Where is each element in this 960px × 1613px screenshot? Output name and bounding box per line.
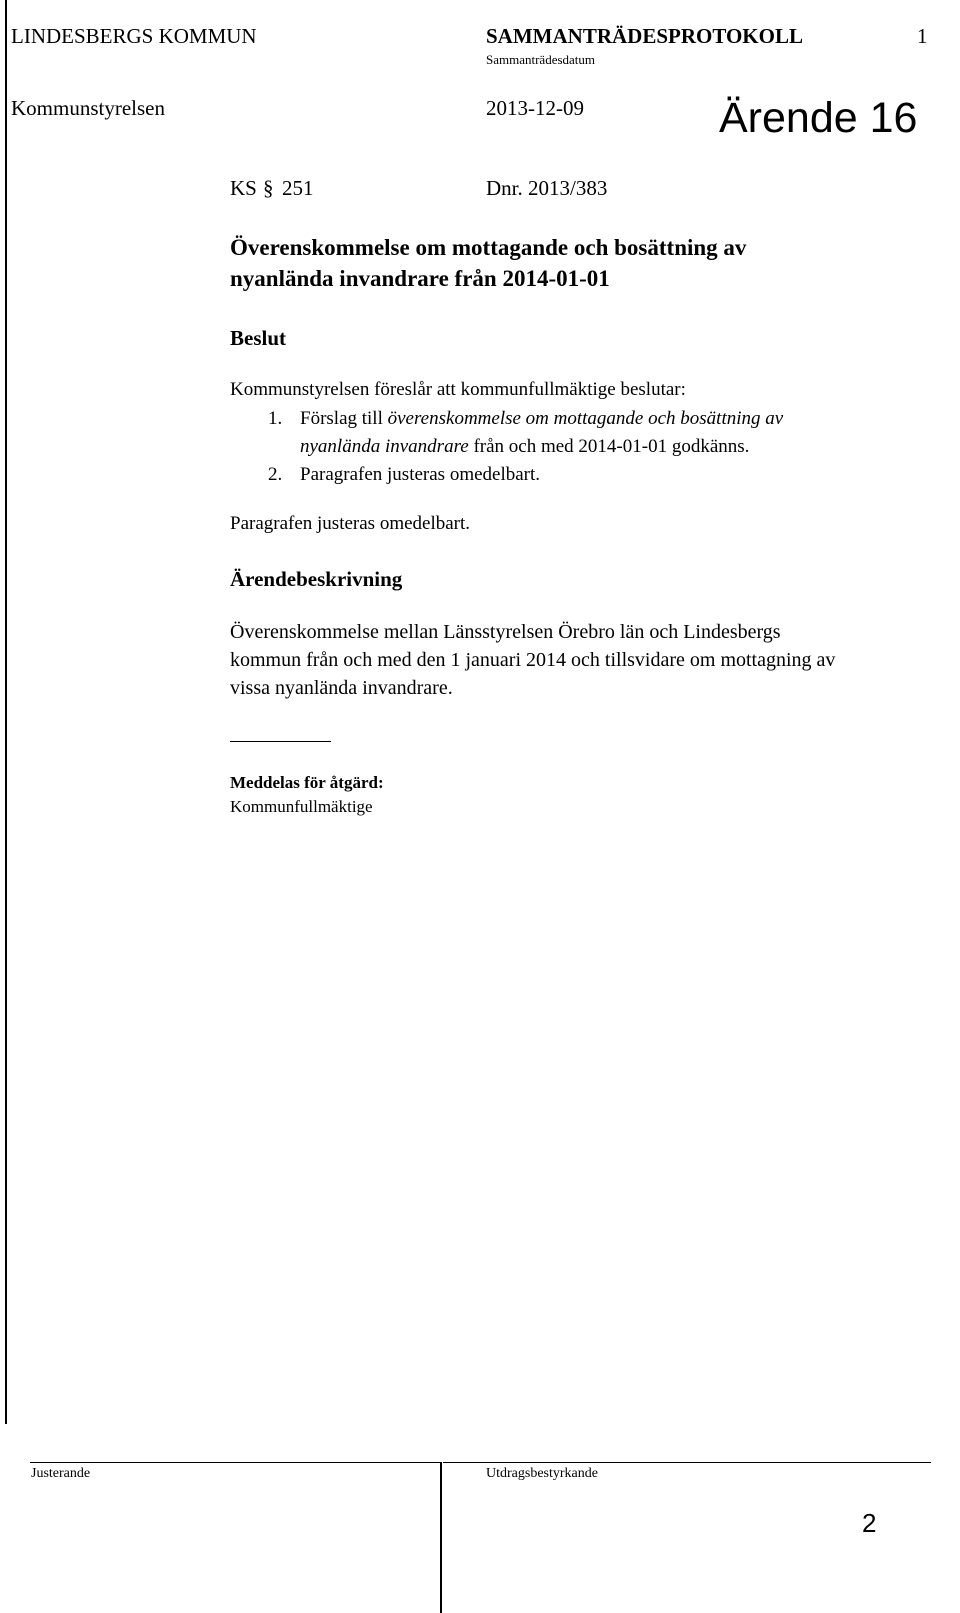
notify-heading: Meddelas för åtgärd: xyxy=(230,773,384,792)
body-name: Kommunstyrelsen xyxy=(11,96,165,120)
decision-item-1-line-2 xyxy=(300,436,749,458)
description-line-1: Överenskommelse mellan Länsstyrelsen Örebro län och Lindesbergs xyxy=(230,621,781,643)
org-name: LINDESBERGS KOMMUN xyxy=(11,24,257,48)
footer-page-number: 2 xyxy=(862,1508,877,1538)
document-type: SAMMANTRÄDESPROTOKOLL xyxy=(486,24,803,48)
decision-item-2-text: Paragrafen justeras omedelbart. xyxy=(300,464,541,485)
description-line-3: vissa nyanlända invandrare. xyxy=(230,677,453,699)
decision-item-1-suffix: från och med 2014-01-01 godkänns. xyxy=(468,436,750,457)
notify-recipient: Kommunfullmäktige xyxy=(230,797,373,816)
decision-intro: Kommunstyrelsen föreslår att kommunfullmäktige beslutar: xyxy=(230,379,686,400)
ks-label: KS xyxy=(230,176,257,200)
page-number: 1 xyxy=(917,24,928,48)
decision-item-1-line-1 xyxy=(300,408,783,430)
meeting-date: 2013-12-09 xyxy=(486,96,584,120)
footer-justerande: Justerande xyxy=(31,1466,91,1481)
title-line-2: nyanlända invandrare från 2014-01-01 xyxy=(230,266,610,291)
decision-item-1-prefix: Förslag till xyxy=(300,408,388,429)
decision-heading: Beslut xyxy=(230,326,287,350)
date-label: Sammanträdesdatum xyxy=(486,52,596,67)
footer-utdrag: Utdragsbestyrkande xyxy=(486,1466,598,1481)
decision-item-1-italic-2: nyanlända invandrare xyxy=(300,436,469,457)
footer-top-line-right xyxy=(443,1462,931,1463)
ks-number: 251 xyxy=(282,176,314,200)
footer-divider xyxy=(440,1462,442,1613)
decision-item-1-italic-1: överenskommelse om mottagande och bosättning av xyxy=(387,408,784,429)
description-line-2: kommun från och med den 1 januari 2014 och tillsvidare om mottagning av xyxy=(230,649,836,671)
decision-note: Paragrafen justeras omedelbart. xyxy=(230,513,471,534)
title-line-1: Överenskommelse om mottagande och bosättning av xyxy=(230,235,747,260)
arende-label: Ärende 16 xyxy=(719,94,918,142)
decision-item-2-number: 2. xyxy=(268,464,283,485)
dnr: Dnr. 2013/383 xyxy=(486,176,608,200)
separator-line xyxy=(230,741,331,742)
description-heading: Ärendebeskrivning xyxy=(230,567,403,591)
left-margin-line xyxy=(5,0,7,1424)
footer-top-line-left xyxy=(30,1462,440,1463)
decision-item-1-number: 1. xyxy=(268,408,283,429)
section-symbol: § xyxy=(263,176,274,200)
